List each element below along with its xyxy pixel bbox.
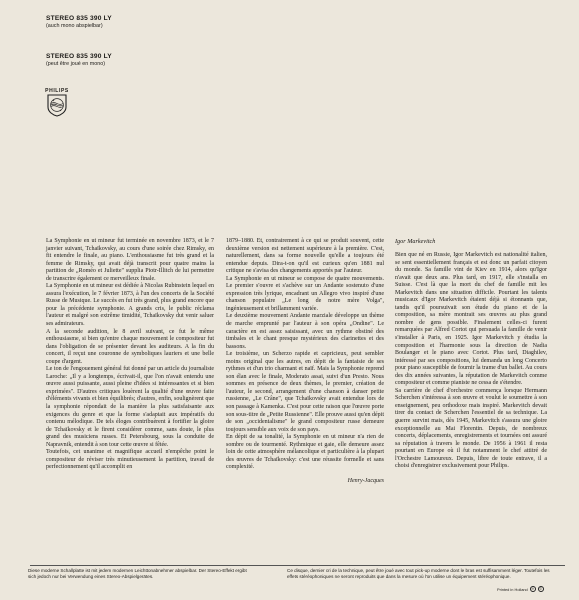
catalog-number: STEREO 835 390 LY bbox=[46, 15, 112, 22]
svg-text:✦: ✦ bbox=[59, 108, 62, 113]
stereo-label-german bbox=[46, 14, 112, 30]
text-column-conductor-bio bbox=[395, 238, 547, 471]
paragraph: La Symphonie en ut mineur est dédiée à Nicolas Rubinstein lequel en assura l'exécution, le 7 février 1873, à l'un des concerts de la Société Russe de Musique. Le succès en fut très grand, plus grand encore que pour la précédente symphonie. A grands cris, le public réclama l'auteur et malgré son extrême timidité, Tchaïkovsky dut venir saluer ses admirateurs. bbox=[46, 283, 214, 328]
footer-divider bbox=[30, 565, 565, 566]
logo-wordmark: PHILIPS bbox=[45, 88, 69, 94]
paragraph: Le troisième, un Scherzo rapide et capricieux, peut sembler moins original que les autres, en dépit de la fantaisie de ses rythmes et d'un trio charmant et naïf. Mais la Symphonie reprend son élan avec le finale, Moderato assai, suivi d'un Presto. Nous sommes en présence de deux thèmes, le premier, création de l'auteur, le second, arrangement d'une chanson à danser petite russienne, „Le Crâne", que Tchaïkovsky avait entendue lors de son passage à Kamenka. C'est pour cette raison que l'œuvre porte son sous-titre de „Petite Russienne". Elle prouve aussi qu'en dépit de son „occidentalisme" le grand compositeur russe demeure toujours sensible aux voix de son pays. bbox=[226, 351, 384, 433]
mono-note: (auch mono abspielbar) bbox=[46, 23, 103, 29]
stereo-label-french bbox=[46, 52, 112, 68]
paragraph: A la seconde audition, le 8 avril suivant, ce fut le même enthousiasme, si bien qu'entre chaque mouvement le compositeur fut dans l'obligation de se présenter devant les auditeurs. A la fin du concert, il reçut une couronne de symboliques lauriers et une belle coupe d'argent. bbox=[46, 328, 214, 365]
text-column-symphony-part2 bbox=[226, 238, 384, 486]
printed-label: Printed in Holland bbox=[497, 586, 528, 592]
svg-text:✦: ✦ bbox=[52, 98, 55, 103]
bio-heading: Igor Markevitch bbox=[395, 238, 436, 245]
philips-logo bbox=[45, 88, 69, 119]
author-signature: Henry-Jacques bbox=[347, 477, 384, 484]
paragraph: La Symphonie en ut mineur fut terminée en novembre 1873, et le 7 janvier suivant, Tchaïkovsky, au cours d'une soirée chez Rimsky, en fit entendre le finale, au piano. L'enthousiasme fut très grand et la femme de Rimsky, qui avait déjà transcrit pour quatre mains la partition de „Roméo et Juliette" supplia Piotr-Illitch de lui permettre de transcrire également ce merveilleux finale. bbox=[46, 238, 214, 282]
paragraph: Toutefois, cet unanime et magnifique accueil n'empêche point le compositeur de réviser très minutieusement la partition, travail de perfectionnement qu'il accomplit en bbox=[46, 449, 214, 471]
copyright-mark-icon: © bbox=[539, 587, 542, 591]
philips-shield-icon bbox=[47, 94, 67, 117]
catalog-number: STEREO 835 390 LY bbox=[46, 53, 112, 60]
paragraph: Sa carrière de chef d'orchestre commença lorsque Hermann Scherchen s'intéressa à son œuvre et voulut le soumettre à son enseignement, peu orthodoxe mais inspiré. Markevitch devait tirer du contact de Scherchen l'essentiel de sa technique. La guerre survint mais, dès 1945, Markevitch s'assura une gloire exceptionnelle au Mai Florentin. Depuis, de nombreux concerts, déplacements, enregistrements et tournées ont assuré sa réputation à travers le monde. De 1956 à 1961 il resta pourtant en Europe où il fut notamment le chef attitré de l'Orchestre Lamoureux. Depuis, libre de toute entrave, il a choisi d'enregistrer exclusivement pour Philips. bbox=[395, 387, 547, 470]
mono-note: (peut être joué en mono) bbox=[46, 61, 106, 67]
footer-german-note: Diese moderne Schallplatte ist mit jedem modernen Leichttonabnehmer abspielbar. Der Stereo-Effekt ergibt sich jedoch nur bei Verwendung eines Stereo-Abspielgerätes. bbox=[28, 568, 247, 580]
paragraph: 1879–1880. Et, contrairement à ce qui se produit souvent, cette deuxième version est nettement supérieure à la première. C'est, naturellement, dans sa forme nouvelle qu'elle a toujours été entendue depuis. Dira-t-on qu'il est curieux qu'en 1881 nul critique ne s'avisa des changements apportés par l'auteur. bbox=[226, 238, 384, 275]
text-column-symphony-part1 bbox=[46, 238, 214, 472]
printed-in-holland bbox=[497, 586, 544, 592]
paragraph: Le ton de l'engouement général fut donné par un article du journaliste Laroche: „Il y a longtemps, écrivait-il, que l'on n'avait entendu une œuvre aussi puissante, aussi pleine d'idées si intéressantes et si bien exprimées". D'autres critiques louèrent la qualité d'une œuvre faite d'éléments vivants et bien équilibrés; d'autres, enfin, soulignèrent que la symphonie répondait de la manière la plus satisfaisante aux exigences du genre et que la forme s'adaptait aux impératifs du contenu mélodique. De tels éloges contribuèrent à fortifier la gloire de Tchaïkovsky et le firent considérer comme, sans doute, le plus grand des musiciens russes. Et Petersbourg, sous la conduite de Napravnik, entendit à son tour cette œuvre si fêtée. bbox=[46, 366, 214, 448]
footer-french-note: Ce disque, dernier cri de la technique, peut être joué avec tout pick-up moderne dont le bras est suffisamment léger. Toutefois les effets stéréophoniques ne seront reproduits que dans la mesure où l'on utilise un équipement stéréophonique. bbox=[287, 568, 550, 580]
paragraph: Bien que né en Russie, Igor Markevitch est nationalité italien, se sent essentiellement français et est donc un parfait citoyen du monde. Sa famille vint de Kiev en 1914, alors qu'Igor n'avait que deux ans. Plus tard, en 1917, elle s'installa en Suisse. C'est là que la mort du chef de famille mit les Markevitch dans une situation difficile. Pourtant les talents musicaux d'Igor Markevitch étaient déjà si étonnants que, tandis qu'il poursuivait son étude du piano et de la composition, sa mère montrait ses œuvres au plus grand nombre de gens possible. Finalement celles-ci furent remarquées par Alfred Cortot qui persuada la famille de venir s'installer à Paris, en 1925. Igor Markevitch y étudia la composition et l'harmonie sous la direction de Nadia Boulanger et le piano avec Cortot. Plus tard, Diaghilev, intéressé par ses compositions, lui demanda un long Concerto pour piano susceptible de fournir la trame d'un ballet. Au cours des dix années suivantes, la réputation de Markevitch comme compositeur et comme pianiste ne cessa de s'étendre. bbox=[395, 252, 547, 387]
paragraph: Le deuxième mouvement Andante marziale développe un thème de marche emprunté par l'auteur à son opéra „Ondine". Le caractère en est assez saisissant, avec un rythme obstiné des timbales et le chant presque mystérieux des clarinettes et des bassons. bbox=[226, 313, 384, 350]
copyright-mark-icon: ℗ bbox=[531, 587, 534, 591]
paragraph: En dépit de sa tonalité, la Symphonie en ut mineur n'a rien de sombre ou de tourmenté. Rythmique et gaie, elle demeure assez loin de cette atmosphère mélancolique et particulière à la plupart des œuvres de Tchaïkovsky: c'est une réussite formelle et sans complexité. bbox=[226, 434, 384, 471]
paragraph: La Symphonie en ut mineur se compose de quatre mouvements. Le premier s'ouvre et s'achève sur un Andante sostenuto d'une expression très lyrique, encadrant un Allegro vivo inspiré d'une chanson populaire „Le long de notre mère Volga", ingénieusement et brillamment variée. bbox=[226, 275, 384, 312]
